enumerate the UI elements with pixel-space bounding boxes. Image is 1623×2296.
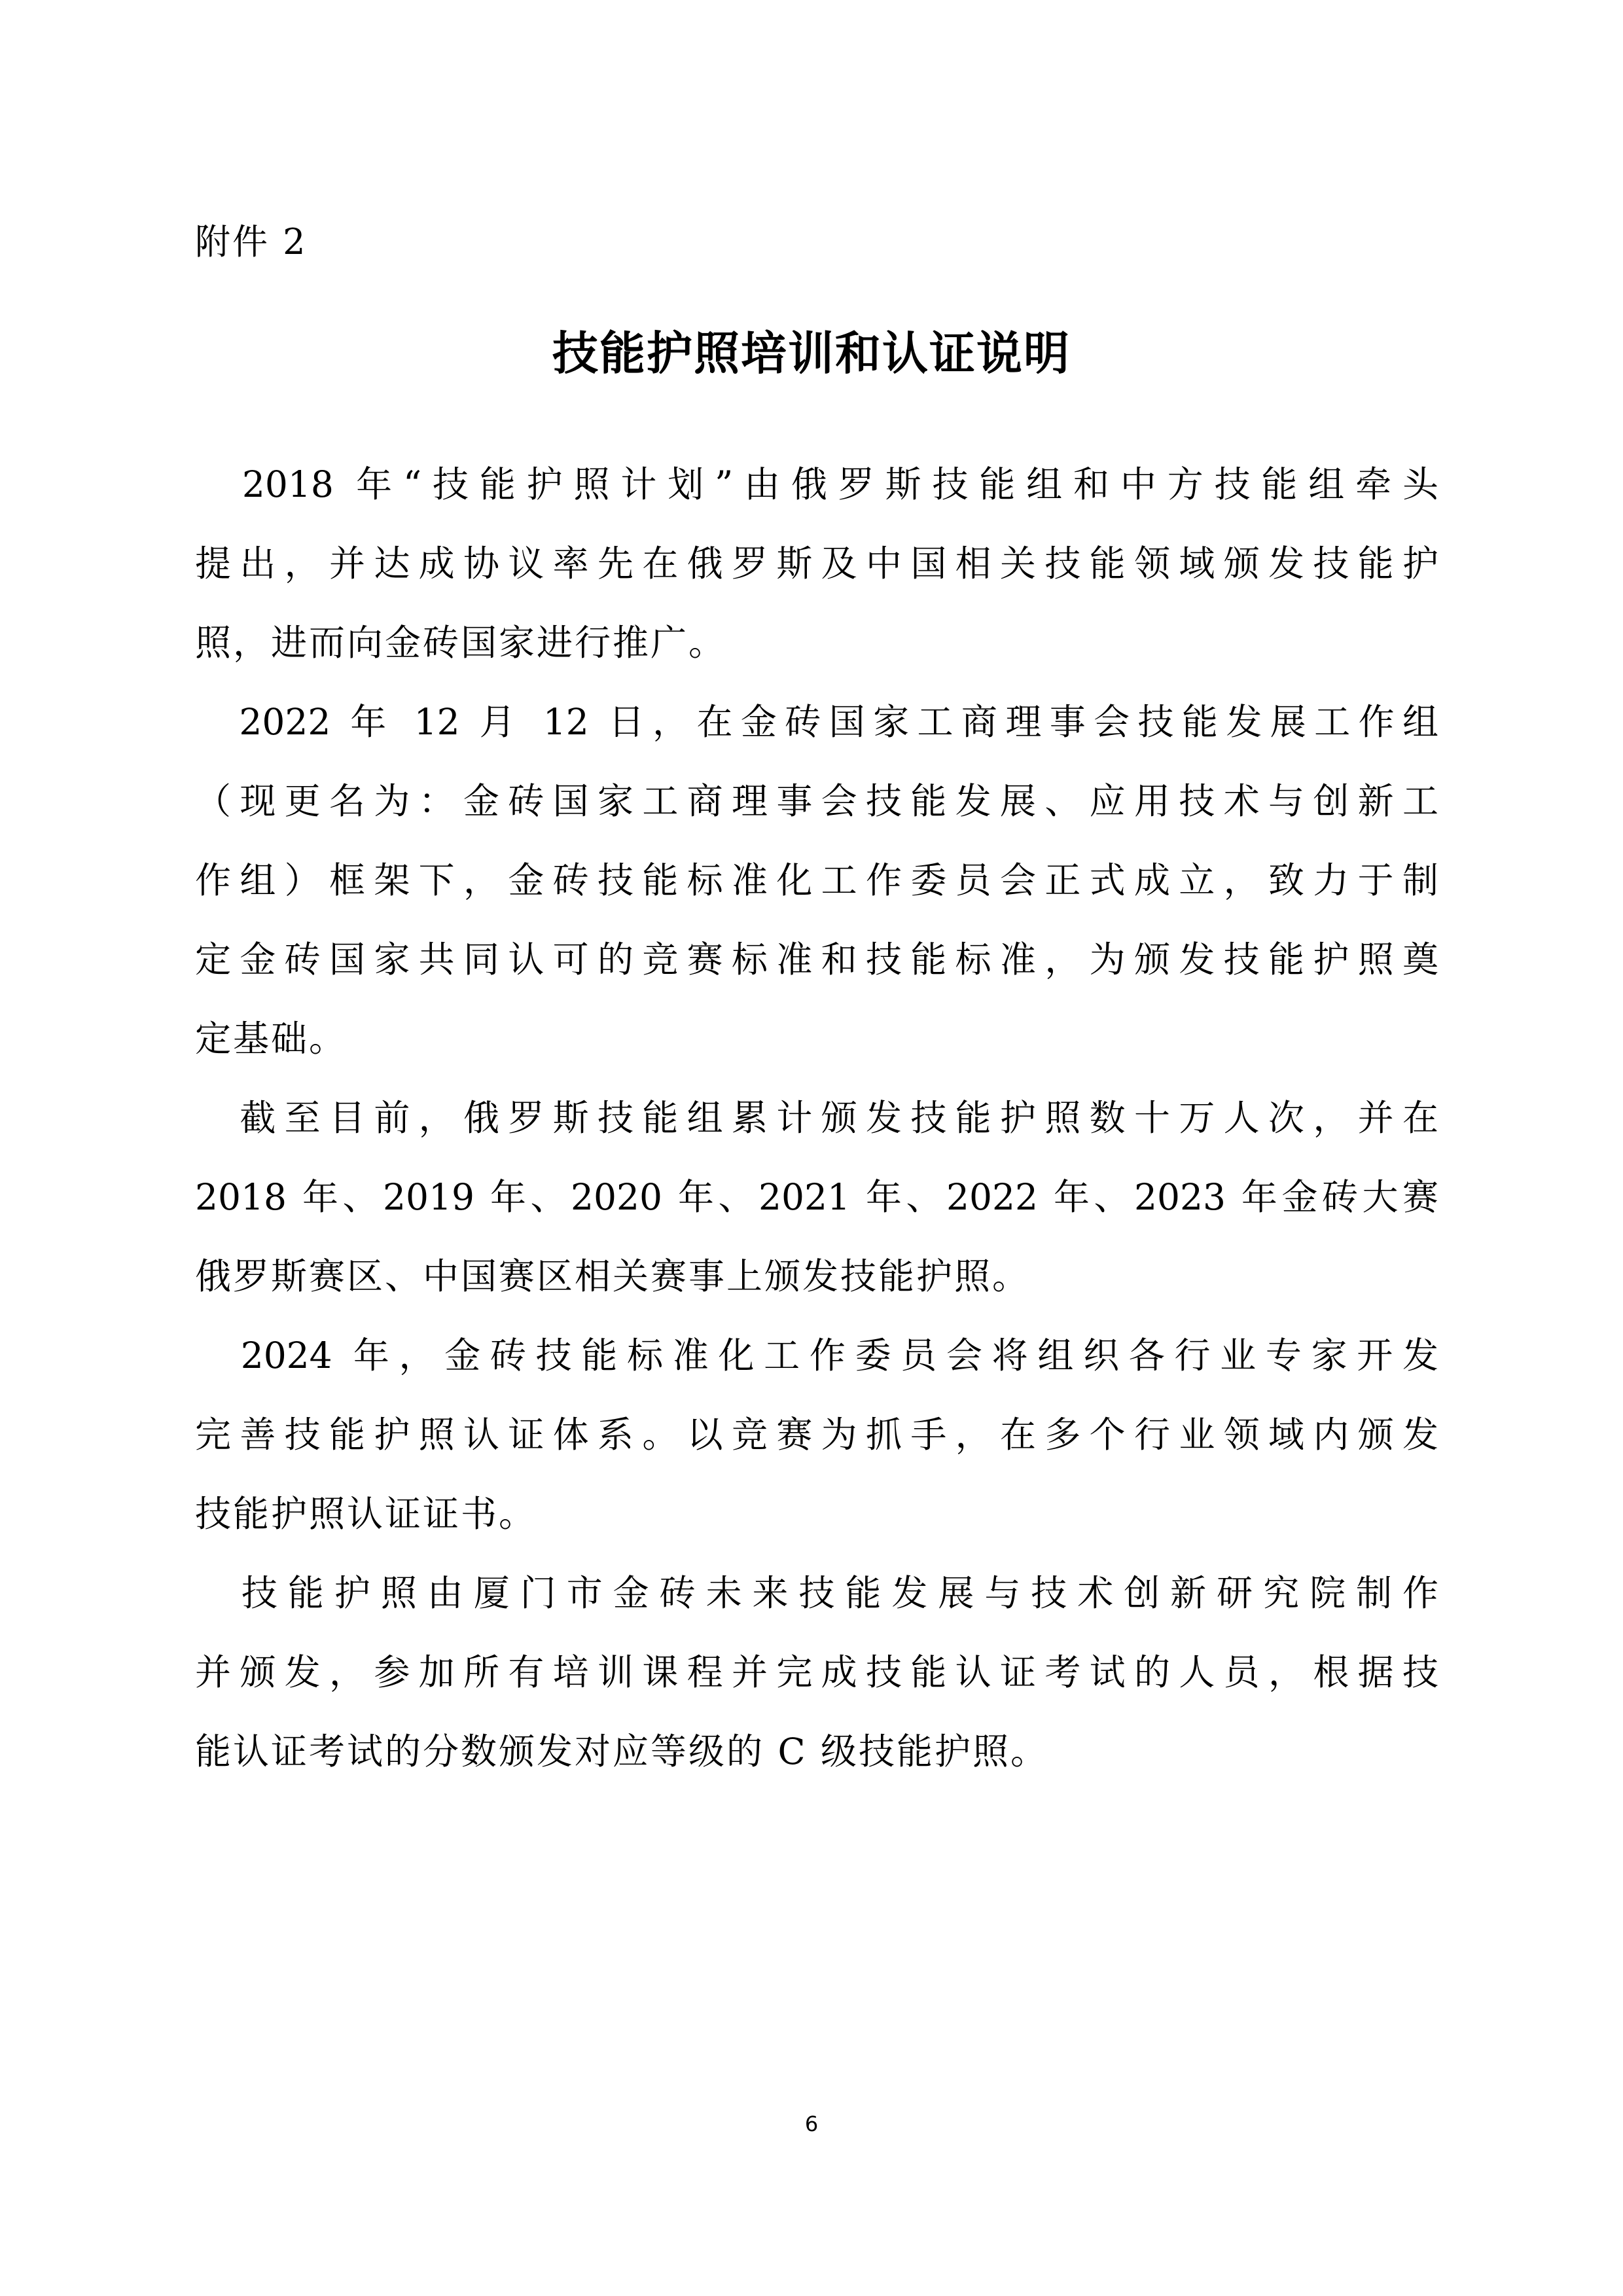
text-line: 截至目前，俄罗斯技能组累计颁发技能护照数十万人次，并在: [195, 1097, 1438, 1139]
text-line: 技能护照由厦门市金砖未来技能发展与技术创新研究院制作: [195, 1572, 1438, 1614]
text-line: 定金砖国家共同认可的竞赛标准和技能标准，为颁发技能护照奠: [195, 939, 1438, 980]
text-line: 2024 年，金砖技能标准化工作委员会将组织各行业专家开发: [195, 1335, 1438, 1376]
text-line: 俄罗斯赛区、中国赛区相关赛事上颁发技能护照。: [195, 1255, 1031, 1297]
text-line: 定基础。: [195, 1018, 348, 1060]
text-line: 并颁发，参加所有培训课程并完成技能认证考试的人员，根据技: [195, 1651, 1438, 1693]
text-line: 2018 年、2019 年、2020 年、2021 年、2022 年、2023 年金砖大赛: [195, 1176, 1438, 1218]
text-line: 2022 年 12 月 12 日，在金砖国家工商理事会技能发展工作组: [195, 701, 1438, 743]
page-number: 6: [804, 2111, 819, 2136]
text-line: 技能护照认证证书。: [195, 1493, 537, 1535]
text-line: 照，进而向金砖国家进行推广。: [195, 622, 727, 664]
attachment-label: 附件 2: [195, 221, 308, 262]
text-line: 2018 年“技能护照计划”由俄罗斯技能组和中方技能组牵头: [195, 463, 1438, 505]
paragraph-2024-plan: [195, 1316, 1438, 1554]
text-line: 作组）框架下，金砖技能标准化工作委员会正式成立，致力于制: [195, 859, 1438, 901]
text-line: （现更名为：金砖国家工商理事会技能发展、应用技术与创新工: [195, 780, 1438, 822]
document-title: 技能护照培训和认证说明: [552, 327, 1071, 380]
paragraph-skills-passport-plan: [195, 445, 1438, 683]
paragraph-issued-passports: [195, 1079, 1438, 1316]
text-line: 能认证考试的分数颁发对应等级的 C 级技能护照。: [195, 1731, 1049, 1772]
paragraph-standardization-committee: [195, 683, 1438, 1079]
document-body: [195, 445, 1438, 1791]
paragraph-issuing-institute: [195, 1554, 1438, 1791]
text-line: 提出，并达成协议率先在俄罗斯及中国相关技能领域颁发技能护: [195, 543, 1438, 584]
text-line: 完善技能护照认证体系。以竞赛为抓手，在多个行业领域内颁发: [195, 1414, 1438, 1456]
